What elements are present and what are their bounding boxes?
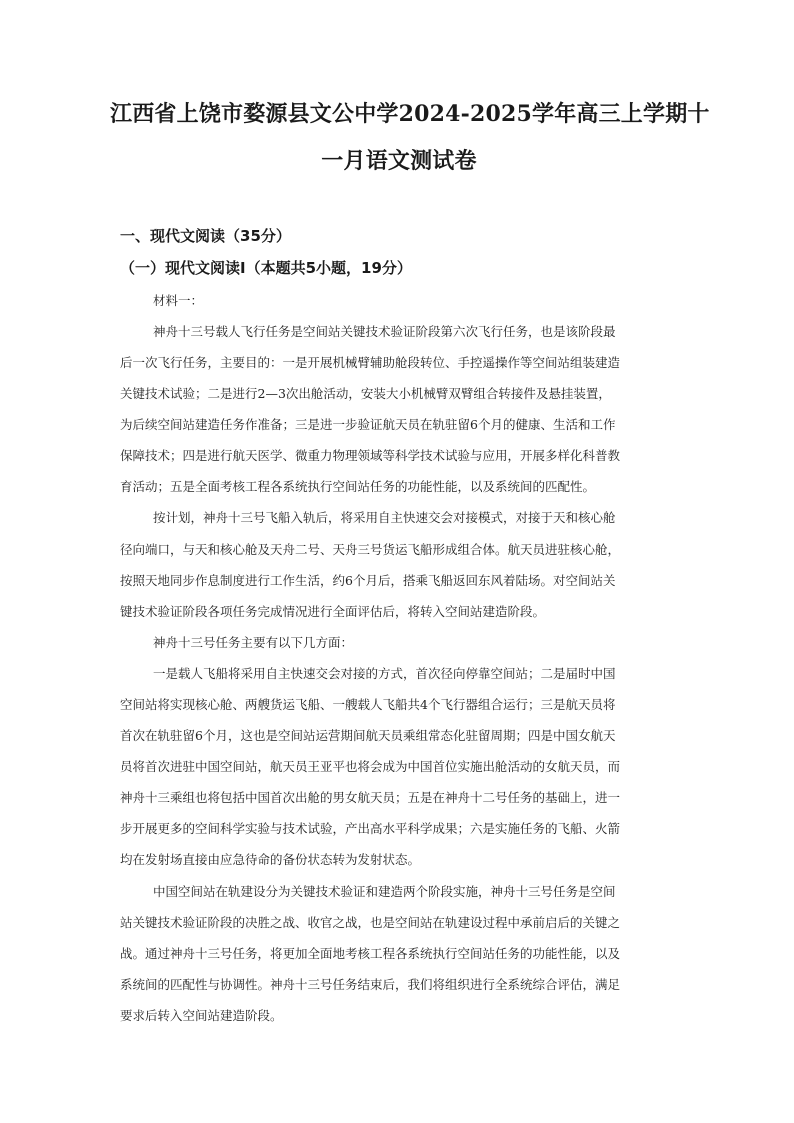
paragraph-2-line: 按照天地同步作息制度进行工作生活，约6个月后，搭乘飞船返回东风着陆场。对空间站关 bbox=[120, 573, 616, 588]
paragraph-5-line: 要求后转入空间站建造阶段。 bbox=[120, 1008, 283, 1023]
paragraph-1-line: 育活动；五是全面考核工程各系统执行空间站任务的功能性能，以及系统间的匹配性。 bbox=[120, 479, 596, 494]
paragraph-4-line: 首次在轨驻留6个月，这也是空间站运营期间航天员乘组常态化驻留周期；四是中国女航天 bbox=[120, 728, 616, 743]
exam-title-line-1: 江西省上饶市婺源县文公中学2024-2025学年高三上学期十 bbox=[110, 101, 710, 127]
paragraph-5-line: 系统间的匹配性与协调性。神舟十三号任务结束后，我们将组织进行全系统综合评估，满足 bbox=[120, 977, 621, 992]
paragraph-4-line: 神舟十三乘组也将包括中国首次出舱的男女航天员；五是在神舟十二号任务的基础上，进一 bbox=[120, 790, 621, 805]
paragraph-5-line: 站关键技术验证阶段的决胜之战、收官之战，也是空间站在轨建设过程中承前启后的关键之 bbox=[120, 915, 621, 930]
exam-title-line-2: 一月语文测试卷 bbox=[321, 148, 477, 174]
paragraph-5-line: 中国空间站在轨建设分为关键技术验证和建造两个阶段实施，神舟十三号任务是空间 bbox=[153, 884, 616, 899]
paragraph-4-line: 员将首次进驻中国空间站，航天员王亚平也将会成为中国首位实施出舱活动的女航天员，而 bbox=[120, 759, 621, 774]
paragraph-2-line: 按计划，神舟十三号飞船入轨后，将采用自主快速交会对接模式，对接于天和核心舱 bbox=[153, 510, 616, 525]
paragraph-2-line: 键技术验证阶段各项任务完成情况进行全面评估后，将转入空间站建造阶段。 bbox=[120, 604, 546, 619]
subsection-heading: （一）现代文阅读Ⅰ（本题共5小题，19分） bbox=[120, 259, 412, 277]
paragraph-1-line: 后一次飞行任务，主要目的：一是开展机械臂辅助舱段转位、手控遥操作等空间站组装建造 bbox=[120, 355, 621, 370]
paragraph-4-line: 一是载人飞船将采用自主快速交会对接的方式，首次径向停靠空间站；二是届时中国 bbox=[153, 666, 616, 681]
paragraph-4-line: 步开展更多的空间科学实验与技术试验，产出高水平科学成果；六是实施任务的飞船、火箭 bbox=[120, 821, 621, 836]
paragraph-4-line: 均在发射场直接由应急待命的备份状态转为发射状态。 bbox=[120, 852, 421, 867]
paragraph-4-line: 空间站将实现核心舱、两艘货运飞船、一艘载人飞船共4个飞行器组合运行；三是航天员将 bbox=[120, 697, 616, 712]
paragraph-1-line: 神舟十三号载人飞行任务是空间站关键技术验证阶段第六次飞行任务，也是该阶段最 bbox=[153, 324, 616, 339]
paragraph-1-line: 为后续空间站建造任务作准备；三是进一步验证航天员在轨驻留6个月的健康、生活和工作 bbox=[120, 417, 616, 432]
paragraph-1-line: 保障技术；四是进行航天医学、微重力物理领域等科学技术试验与应用，开展多样化科普教 bbox=[120, 448, 621, 463]
material-label: 材料一： bbox=[153, 293, 204, 308]
paragraph-5-line: 战。通过神舟十三号任务，将更加全面地考核工程各系统执行空间站任务的功能性能，以及 bbox=[120, 946, 621, 961]
paragraph-3-line: 神舟十三号任务主要有以下几方面： bbox=[153, 635, 354, 650]
section-heading: 一、现代文阅读（35分） bbox=[120, 227, 291, 245]
paragraph-1-line: 关键技术试验；二是进行2—3次出舱活动，安装大小机械臂双臂组合转接件及悬挂装置， bbox=[120, 386, 611, 401]
paragraph-2-line: 径向端口，与天和核心舱及天舟二号、天舟三号货运飞船形成组合体。航天员进驻核心舱， bbox=[120, 542, 621, 557]
